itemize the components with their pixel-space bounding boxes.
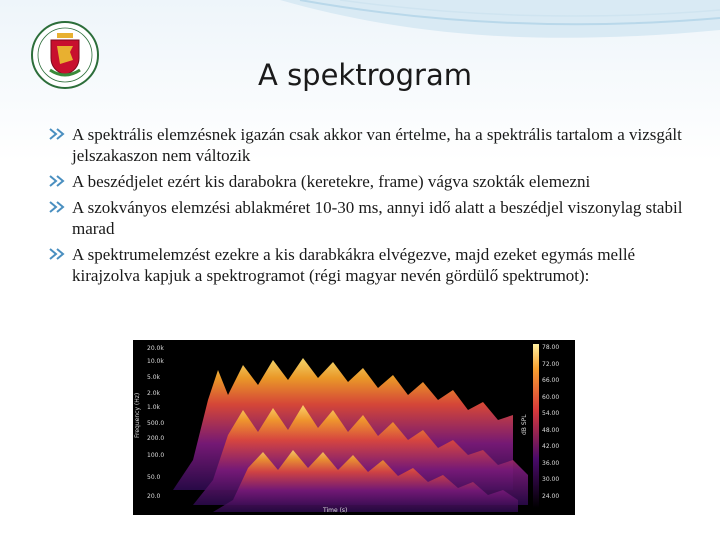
z-tick-label: 78.00 — [542, 344, 560, 351]
y-tick-label: 50.0 — [147, 474, 161, 481]
y-tick-label: 1.0k — [147, 404, 161, 411]
z-tick-label: 42.00 — [542, 443, 560, 450]
bullet-text: A beszédjelet ezért kis darabokra (keretekre, frame) vágva szokták elemezni — [72, 172, 591, 191]
y-tick-label: 20.0 — [147, 493, 161, 500]
z-axis-label: dB SPL — [521, 414, 528, 435]
bullet-item — [48, 197, 698, 239]
z-tick-label: 60.00 — [542, 394, 560, 401]
y-tick-label: 5.0k — [147, 374, 161, 381]
spectrogram-image — [133, 340, 575, 515]
bullet-text: A spektrumelemzést ezekre a kis darabkákra elvégezve, majd ezeket egymás mellé kirajzolva kapjuk a spektrogramot (régi magyar nevén gördülő spektrumot): — [72, 245, 636, 285]
y-tick-label: 200.0 — [147, 435, 165, 442]
double-chevron-icon — [48, 174, 68, 188]
y-tick-label: 100.0 — [147, 452, 165, 459]
bullet-text: A spektrális elemzésnek igazán csak akkor van értelme, ha a spektrális tartalom a vizsgált jelszakaszon nem változik — [72, 125, 682, 165]
double-chevron-icon — [48, 247, 68, 261]
bullet-list — [48, 124, 698, 291]
z-tick-label: 48.00 — [542, 427, 560, 434]
double-chevron-icon — [48, 127, 68, 141]
z-tick-label: 66.00 — [542, 377, 560, 384]
y-tick-label: 500.0 — [147, 420, 165, 427]
y-tick-label: 2.0k — [147, 390, 161, 397]
slide-title: A spektrogram — [258, 58, 472, 92]
z-tick-label: 24.00 — [542, 493, 560, 500]
z-tick-label: 72.00 — [542, 361, 560, 368]
z-tick-label: 54.00 — [542, 410, 560, 417]
y-tick-label: 10.0k — [147, 358, 164, 365]
bullet-item — [48, 124, 698, 166]
z-tick-label: 30.00 — [542, 476, 560, 483]
double-chevron-icon — [48, 200, 68, 214]
bullet-item — [48, 244, 698, 286]
bullet-item — [48, 171, 698, 192]
y-tick-label: 20.0k — [147, 345, 164, 352]
y-axis-label: Frequency (Hz) — [134, 392, 141, 438]
bullet-text: A szokványos elemzési ablakméret 10-30 ms, annyi idő alatt a beszédjel viszonylag stabil marad — [72, 198, 683, 238]
x-axis-label: Time (s) — [323, 507, 348, 514]
z-tick-label: 36.00 — [542, 460, 560, 467]
decorative-swoosh — [0, 0, 720, 60]
